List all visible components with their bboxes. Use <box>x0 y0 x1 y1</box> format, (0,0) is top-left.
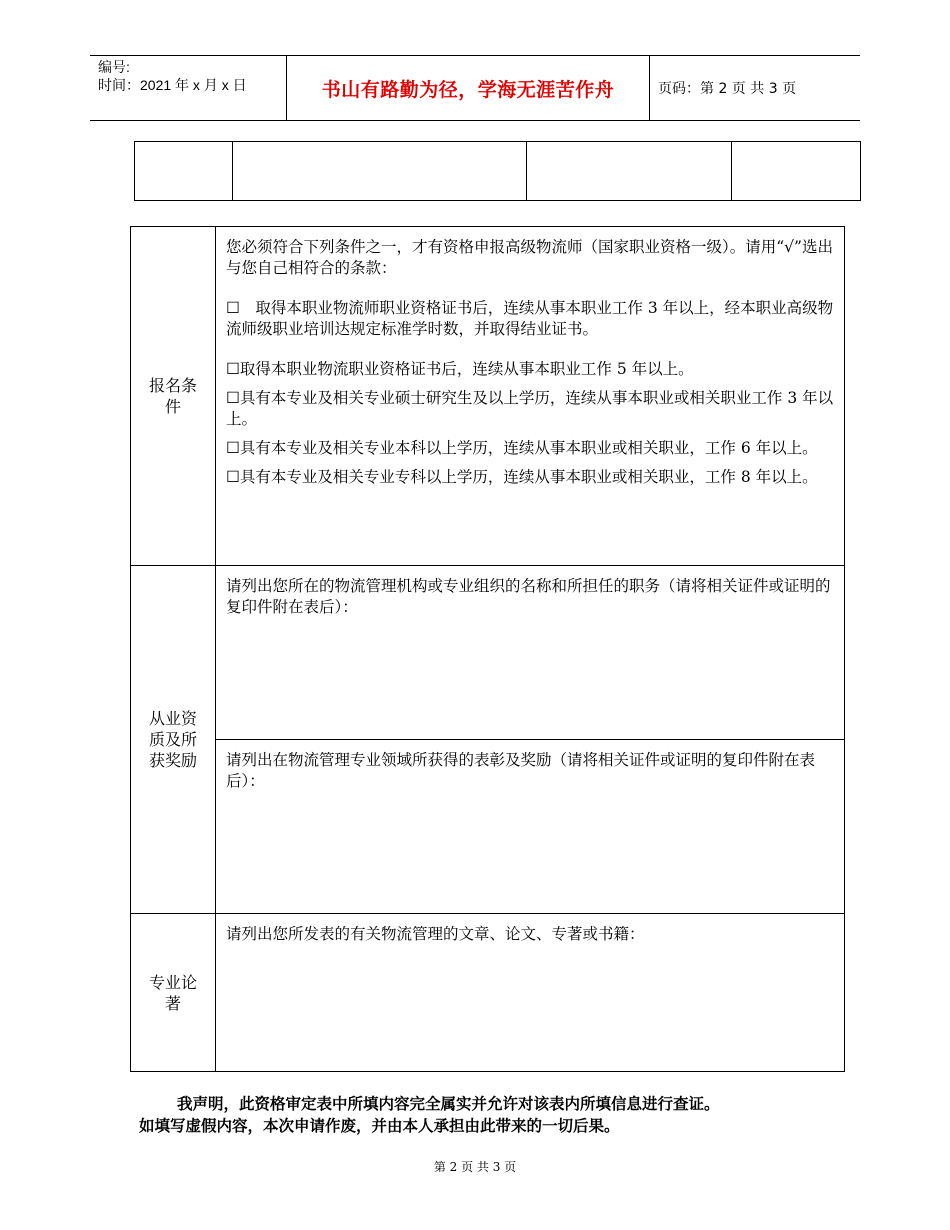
application-form-table <box>130 226 845 1072</box>
declaration <box>139 1093 859 1137</box>
condition-option-5[interactable]: ☐具有本专业及相关专业专科以上学历，连续从事本职业或相关职业，工作 8 年以上。 <box>226 468 818 486</box>
publications-prompt: 请列出您所发表的有关物流管理的文章、论文、专著或书籍： <box>226 925 645 943</box>
blank-cell[interactable] <box>527 142 732 201</box>
qualifications-label-cell <box>131 566 216 914</box>
conditions-label: 报名条件 <box>148 376 197 416</box>
blank-table-row <box>134 141 861 201</box>
condition-option-3[interactable]: ☐具有本专业及相关专业硕士研究生及以上学历，连续从事本职业或相关职业工作 3 年以上。 <box>226 389 834 428</box>
declaration-line-1: 我声明，此资格审定表中所填内容完全属实并允许对该表内所填信息进行查证。 <box>177 1094 720 1113</box>
blank-cell[interactable] <box>135 142 233 201</box>
doc-number-label: 编号: <box>98 59 130 75</box>
condition-option-4[interactable]: ☐具有本专业及相关专业本科以上学历，连续从事本职业或相关职业，工作 6 年以上。 <box>226 439 818 457</box>
header-page-info: 页码：第 2 页 共 3 页 <box>658 81 797 97</box>
awards-field[interactable] <box>216 740 845 914</box>
qualifications-label: 从业资质及所获奖励 <box>148 709 197 770</box>
condition-option-2[interactable]: ☐取得本职业物流职业资格证书后，连续从事本职业工作 5 年以上。 <box>226 360 694 378</box>
awards-prompt: 请列出在物流管理专业领域所获得的表彰及奖励（请将相关证件或证明的复印件附在表后）： <box>226 751 816 790</box>
header-motto: 书山有路勤为径，学海无涯苦作舟 <box>286 56 650 120</box>
organizations-field[interactable] <box>216 566 845 740</box>
page-footer: 第 2 页 共 3 页 <box>433 1160 517 1174</box>
condition-option-1[interactable]: ☐ 取得本职业物流师职业资格证书后，连续从事本职业工作 3 年以上，经本职业高级物流师级职业培训达规定标准学时数，并取得结业证书。 <box>226 299 834 338</box>
blank-cell[interactable] <box>732 142 861 201</box>
conditions-content <box>216 227 845 566</box>
declaration-line-2: 如填写虚假内容，本次申请作废，并由本人承担由此带来的一切后果。 <box>139 1116 620 1135</box>
header-bottom-rule <box>90 120 860 121</box>
conditions-label-cell <box>131 227 216 566</box>
publications-label-cell <box>131 914 216 1072</box>
conditions-intro: 您必须符合下列条件之一，才有资格申报高级物流师（国家职业资格一级）。请用“√”选出与您自己相符合的条款： <box>226 238 833 277</box>
publications-label: 专业论著 <box>148 972 197 1013</box>
organizations-prompt: 请列出您所在的物流管理机构或专业组织的名称和所担任的职务（请将相关证件或证明的复印件附在表后）： <box>226 577 831 616</box>
publications-field[interactable] <box>216 914 845 1072</box>
doc-time-label: 时间：2021 年 x 月 x 日 <box>98 77 247 93</box>
header-left <box>90 56 286 120</box>
blank-cell[interactable] <box>233 142 527 201</box>
